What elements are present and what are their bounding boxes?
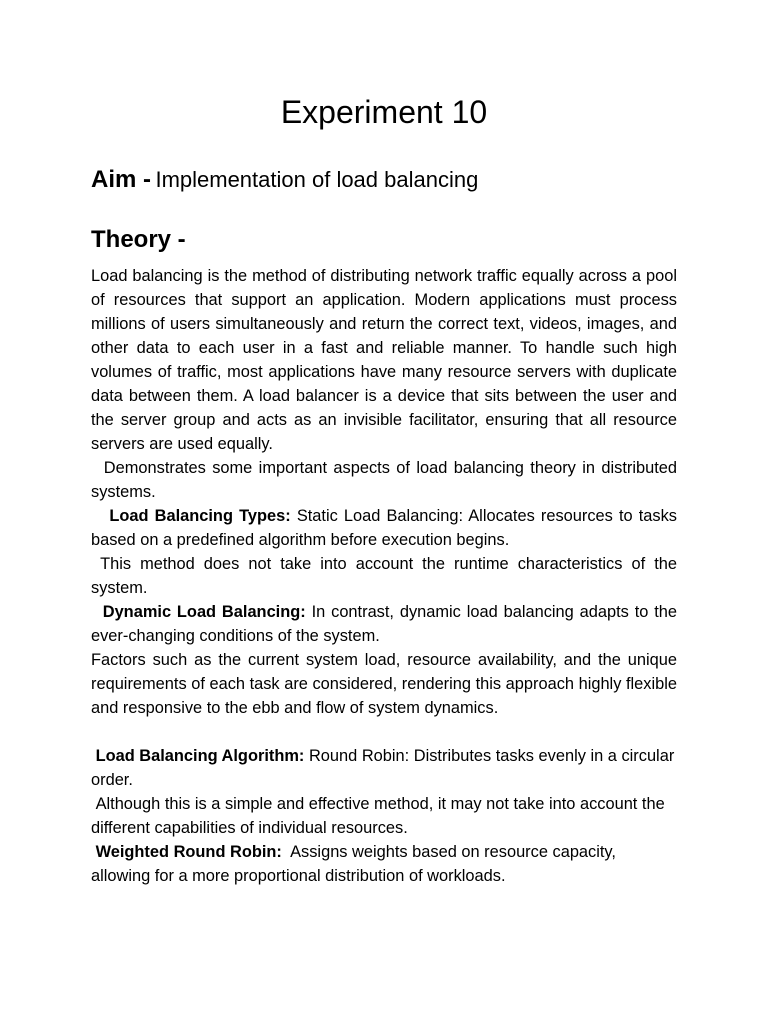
paragraph-algorithm: [91, 744, 677, 792]
dynamic-load-balancing-label: Dynamic Load Balancing:: [102, 603, 306, 621]
load-balancing-algorithm-text: Round Robin: Distributes tasks evenly in a circular order.: [91, 747, 675, 789]
paragraph-static-runtime-text: This method does not take into account the runtime characteristics of the system.: [91, 555, 678, 597]
theory-body: [91, 264, 677, 888]
paragraph-static-runtime: [91, 552, 677, 600]
weighted-round-robin-text: Assigns weights based on resource capacity, allowing for a more proportional distribution of workloads.: [91, 843, 616, 885]
paragraph-dynamic: [91, 600, 677, 648]
weighted-round-robin-label: Weighted Round Robin:: [95, 843, 282, 861]
aim-label: Aim -: [91, 166, 151, 193]
aim-line: [91, 164, 478, 199]
aim-text: Implementation of load balancing: [155, 167, 479, 192]
paragraph-round-robin-note-text: Although this is a simple and effective method, it may not take into account the different capabilities of individual resources.: [91, 795, 665, 837]
paragraph-weighted-round-robin: [91, 840, 677, 888]
paragraph-load-balancing-types: [91, 504, 677, 552]
dynamic-load-balancing-text: In contrast, dynamic load balancing adapts to the ever-changing conditions of the system.: [91, 603, 678, 645]
paragraph-demonstrates: [91, 456, 677, 504]
paragraph-demonstrates-text: Demonstrates some important aspects of load balancing theory in distributed systems.: [91, 459, 678, 501]
paragraph-spacer: [91, 720, 677, 744]
theory-heading: Theory -: [91, 226, 186, 253]
load-balancing-types-text: Static Load Balancing: Allocates resources to tasks based on a predefined algorithm before execution begins.: [91, 507, 677, 549]
load-balancing-algorithm-label: Load Balancing Algorithm:: [95, 747, 305, 765]
paragraph-round-robin-note: [91, 792, 677, 840]
load-balancing-types-label: Load Balancing Types:: [109, 507, 291, 525]
page-title: Experiment 10: [280, 94, 488, 130]
paragraph-intro: Load balancing is the method of distributing network traffic equally across a pool of resources that support an application. Modern applications must process millions of users simultaneously and return the correct text, videos, images, and other data to each user in a fast and reliable manner. To handle such high volumes of traffic, most applications have many resource servers with duplicate data between them. A load balancer is a device that sits between the user and the server group and acts as an invisible facilitator, ensuring that all resource servers are used equally.: [91, 267, 677, 453]
paragraph-factors: Factors such as the current system load, resource availability, and the unique requirements of each task are considered, rendering this approach highly flexible and responsive to the ebb and flow of system dynamics.: [91, 651, 677, 717]
